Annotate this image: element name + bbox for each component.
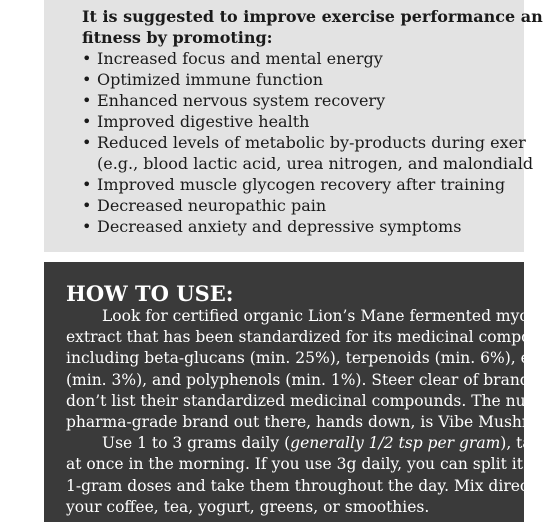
dosage-note: generally 1/2 tsp per gram bbox=[290, 434, 501, 453]
paragraph-1-line: don’t list their standardized medicinal compounds. The nu bbox=[66, 391, 526, 410]
benefits-heading-line2: fitness by promoting: bbox=[82, 28, 273, 47]
benefit-item-5 bbox=[82, 132, 533, 174]
bullet-icon: • bbox=[82, 217, 92, 236]
paragraph-2-line: 1-gram doses and take them throughout the day. Mix direc bbox=[66, 476, 529, 495]
benefit-item-2 bbox=[82, 69, 533, 90]
benefits-heading bbox=[82, 6, 543, 48]
how-to-use-title: HOW TO USE: bbox=[66, 281, 234, 306]
bullet-icon: • bbox=[82, 49, 92, 68]
benefit-text: Optimized immune function bbox=[97, 70, 324, 89]
benefit-item-1 bbox=[82, 48, 533, 69]
benefits-list bbox=[82, 48, 533, 237]
paragraph-1-line: (min. 3%), and polyphenols (min. 1%). Steer clear of brand bbox=[66, 370, 530, 389]
benefit-text: Reduced levels of metabolic by-products during exer bbox=[97, 133, 526, 152]
benefit-text: Decreased neuropathic pain bbox=[97, 196, 327, 215]
benefit-text: Improved muscle glycogen recovery after training bbox=[97, 175, 506, 194]
dosage-text: Use 1 to 3 grams daily ( bbox=[102, 434, 291, 453]
dosage-text-end: ), ta bbox=[500, 434, 532, 453]
how-to-use-body bbox=[66, 306, 538, 518]
bullet-icon: • bbox=[82, 175, 92, 194]
bullet-icon: • bbox=[82, 70, 92, 89]
benefits-heading-line1: It is suggested to improve exercise performance an bbox=[82, 7, 543, 26]
paragraph-1-line: extract that has been standardized for its medicinal compo bbox=[66, 328, 531, 347]
benefit-item-6 bbox=[82, 174, 533, 195]
paragraph-2-first-line bbox=[66, 433, 532, 454]
bullet-icon: • bbox=[82, 196, 92, 215]
paragraph-1-line: pharma-grade brand out there, hands down, is Vibe Mushr bbox=[66, 413, 530, 432]
benefit-item-8 bbox=[82, 216, 533, 237]
benefit-item-7 bbox=[82, 195, 533, 216]
benefit-text: Decreased anxiety and depressive symptoms bbox=[97, 217, 462, 236]
benefit-text: Improved digestive health bbox=[97, 112, 310, 131]
bullet-icon: • bbox=[82, 133, 92, 152]
benefit-text-continued: (e.g., blood lactic acid, urea nitrogen, and malondiald bbox=[97, 154, 534, 173]
bullet-icon: • bbox=[82, 91, 92, 110]
paragraph-1-line: Look for certified organic Lion’s Mane fermented myce bbox=[102, 307, 538, 325]
paragraph-1-line: including beta-glucans (min. 25%), terpenoids (min. 6%), e bbox=[66, 349, 530, 368]
bullet-icon: • bbox=[82, 112, 92, 131]
benefit-item-3 bbox=[82, 90, 533, 111]
benefit-text: Increased focus and mental energy bbox=[97, 49, 383, 68]
benefit-text: Enhanced nervous system recovery bbox=[97, 91, 386, 110]
benefit-item-4 bbox=[82, 111, 533, 132]
paragraph-2-line: at once in the morning. If you use 3g daily, you can split it i bbox=[66, 455, 533, 474]
paragraph-2-line: your coffee, tea, yogurt, greens, or smoothies. bbox=[66, 497, 430, 516]
